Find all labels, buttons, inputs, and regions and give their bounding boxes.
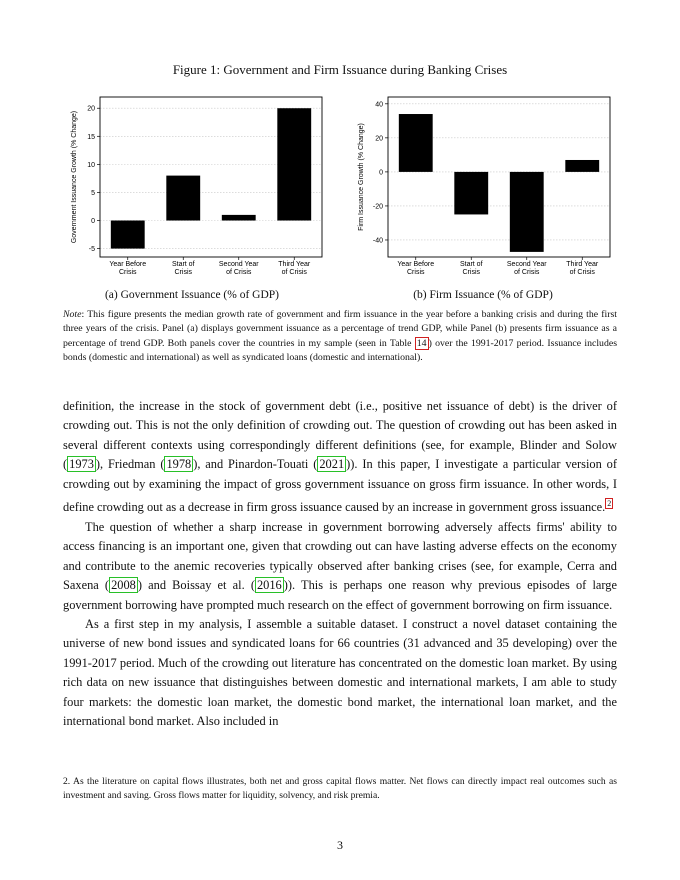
panel-b-y-tick-label: 40 xyxy=(375,101,383,109)
figure-note xyxy=(63,308,617,365)
p2-text-b: ) and Boissay et al. ( xyxy=(137,578,255,593)
panel-a-y-tick-label: 20 xyxy=(87,105,95,113)
panel-a-x-tick-label: Crisis xyxy=(119,269,137,276)
panel-b-bar xyxy=(454,172,488,215)
panel-a-y-tick-label: 15 xyxy=(87,133,95,141)
figure-title: Figure 1: Government and Firm Issuance during Banking Crises xyxy=(172,62,508,77)
panel-b-x-tick-label: Start of xyxy=(459,261,483,268)
p1-text-a: definition, the increase in the stock of government debt (i.e., positive net issuance of debt) is the driver of crowding out. This is not the only definition of crowding out. The question of crowding out has been asked in several different contexts using correspondingly different definitions (see, for example, Blinder and Solow ( xyxy=(63,399,617,472)
panel-a-y-axis-label: Government Issuance Growth (% Change) xyxy=(71,110,78,244)
panel-b-bar xyxy=(565,160,599,172)
panel-a-x-tick-label: of Crisis xyxy=(281,269,307,276)
p2-text-c: )). This is perhaps one reason why previous episodes of large government borrowing have prompted much research on the effect of government borrowing on firm issuance. xyxy=(63,578,617,612)
p1-text-d: )). In this paper, I investigate a particular version of crowding out by examining the impact of gross government issuance on gross firm issuance. In other words, I define crowding out as a decrease in firm gross issuance caused by an increase in government gross issuance. xyxy=(63,457,617,515)
panel-b-x-tick-label: Third Year xyxy=(566,261,599,268)
panel-a-bar xyxy=(222,215,256,221)
panel-a-y-tick-label: -5 xyxy=(88,246,95,254)
panel-a-y-tick-label: 0 xyxy=(91,218,95,226)
panel-b-x-tick-label: Second Year xyxy=(506,261,547,268)
citation-link-friedman[interactable]: 1978 xyxy=(166,457,192,472)
panel-a-bar xyxy=(277,108,311,220)
paragraph-1 xyxy=(63,397,617,518)
panel-b-y-tick-label: 0 xyxy=(379,169,383,177)
panel-b-bar xyxy=(399,114,433,172)
panel-b-x-tick-label: of Crisis xyxy=(514,269,540,276)
panel-b-x-tick-label: of Crisis xyxy=(569,269,595,276)
panel-a-x-tick-label: Start of xyxy=(171,261,195,268)
caption-panel-b: (b) Firm Issuance (% of GDP) xyxy=(413,289,553,301)
panel-a-x-tick-label: Crisis xyxy=(174,269,192,276)
citation-link-pinardon-touati[interactable]: 2021 xyxy=(319,457,345,472)
panel-a-bar xyxy=(111,221,145,249)
body-text xyxy=(63,397,617,732)
panel-a-x-tick-label: of Crisis xyxy=(226,269,252,276)
citation-link-cerra-saxena[interactable]: 2008 xyxy=(111,578,136,593)
panel-a-y-tick-label: 10 xyxy=(87,161,95,169)
paragraph-3: As a first step in my analysis, I assemble a suitable dataset. I construct a novel dataset containing the universe of new bond issues and syndicated loans for 66 countries (31 advanced and 35 developing) over the 1991-2017 period. Much of the crowding out literature has concentrated on the domestic loan market. By using rich data on new issuance that distinguishes between domestic and international markets, I am able to study four markets: the domestic loan market, the domestic bond market, the international loan market, and the international bond market. Also included in xyxy=(63,616,617,729)
caption-panel-a: (a) Government Issuance (% of GDP) xyxy=(104,289,280,301)
p1-text-c: ), and Pinardon-Touati ( xyxy=(193,457,318,472)
panel-a-bar xyxy=(166,176,200,221)
panel-a-x-tick-label: Third Year xyxy=(278,261,311,268)
panel-a-x-tick-label: Year Before xyxy=(109,261,147,268)
panel-b-x-tick-label: Year Before xyxy=(397,261,435,268)
p2-text-a: The question of whether a sharp increase in government borrowing adversely affects firms' ability to access financing is an important one, given that crowding out can have lasting adverse effects on the economy and contribute to the anemic recoveries typically observed after banking crises (see, for example, Cerra and Saxena ( xyxy=(63,519,617,593)
panel-a-y-tick-label: 5 xyxy=(91,189,95,197)
page-number: 3 xyxy=(337,838,343,852)
footnote-ref-link[interactable]: 2 xyxy=(607,499,612,509)
panel-b-y-tick-label: -40 xyxy=(372,237,383,245)
panel-b-x-tick-label: Crisis xyxy=(462,269,480,276)
citation-link-blinder-solow[interactable]: 1973 xyxy=(69,457,94,472)
citation-link-boissay[interactable]: 2016 xyxy=(256,578,282,593)
p1-text-b: ), Friedman ( xyxy=(95,457,165,472)
table-ref-link[interactable]: 14 xyxy=(416,337,427,349)
paragraph-2 xyxy=(63,518,617,615)
note-text-1: : This figure presents the median growth rate of government and firm issuance in the year before a banking crisis and during the first three years of the crisis. Panel (a) displays government issuance as a percentage of trend GDP, while Panel (b) presents firm issuance as a percentage of trend GDP. Both panels cover the countries in my sample (seen in Table xyxy=(63,309,617,349)
panel-a-x-tick-label: Second Year xyxy=(218,261,259,268)
panel-b-y-axis-label: Firm Issuance Growth (% Change) xyxy=(358,123,365,231)
footnote: 2. As the literature on capital flows illustrates, both net and gross capital flows matter. Net flows can directly impact real outcomes such as investment and saving. Gross flows matter for liquidity, solvency, and risk premia. xyxy=(63,776,617,801)
note-lead: Note xyxy=(63,309,82,320)
panel-b-y-tick-label: 20 xyxy=(375,135,383,143)
panel-b-bar xyxy=(510,172,544,252)
note-text-2: ) over the 1991-2017 period. Issuance includes bonds (domestic and international) as well as syndicated loans (domestic and international). xyxy=(63,337,618,363)
panel-b-x-tick-label: Crisis xyxy=(407,269,425,276)
panel-b-y-tick-label: -20 xyxy=(372,203,383,211)
